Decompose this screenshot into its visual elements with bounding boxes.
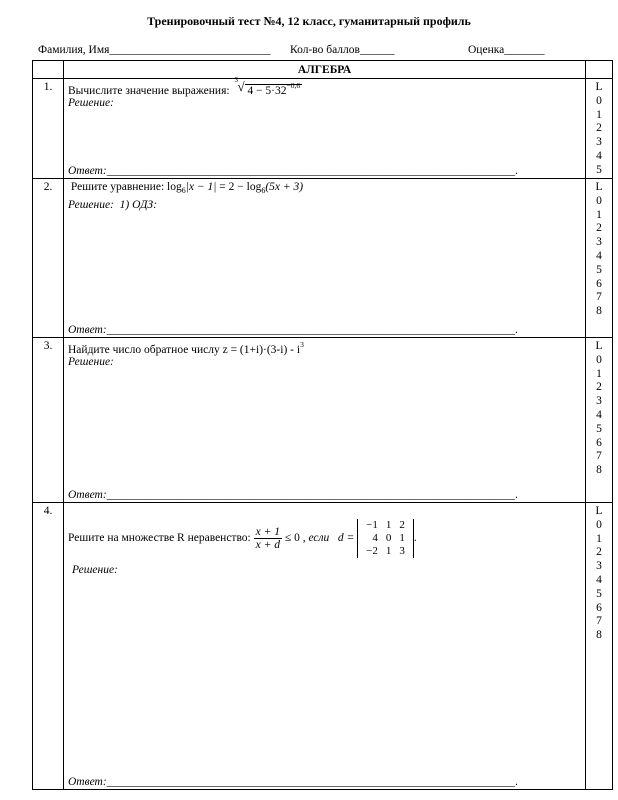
section-title: АЛГЕБРА [64, 61, 586, 79]
score-marks: L 0 1 2 3 4 5 6 7 8 [586, 503, 613, 790]
task-row-4 [33, 503, 613, 790]
name-label: Фамилия, Имя [38, 44, 110, 56]
task-1-question: Вычислите значение выражения: 3 √ $4 - 5\cdot 32^{-0,6}$ [68, 76, 301, 97]
task-number: 2. [33, 179, 64, 338]
score-marks: L 0 1 2 3 4 5 6 7 8 [586, 338, 613, 503]
task-4-question: Решите на множестве R неравенство: $\frac{x + 1}{x + d}$ ≤ 0 , если d = −1 1 2 4 0 1 −2 1 3 . [68, 519, 417, 557]
score-marks: L 0 1 2 3 4 5 6 7 8 [586, 179, 613, 338]
task-row-3 [33, 338, 613, 503]
task-number: 1. [33, 79, 64, 179]
log-equation: $\log_6|x - 1| = 2 - \log_6(5x + 3)$ [167, 181, 304, 195]
test-table [32, 60, 613, 790]
task-2-question: Решите уравнение: $\log_6|x - 1| = 2 - \log_6(5x + 3)$ [70, 181, 304, 195]
solution-label: Решение: 1) ОДЗ: [68, 199, 157, 211]
inequality-fraction: $\frac{x + 1}{x + d}$ [255, 526, 281, 551]
task-2-content [64, 179, 586, 338]
solution-label: Решение: [72, 564, 118, 576]
task-row-2 [33, 179, 613, 338]
answer-line: Ответ:_______________________________________________________________________. [68, 324, 518, 336]
determinant-matrix: −1 1 2 4 0 1 −2 1 3 [357, 519, 414, 558]
answer-line: Ответ:_______________________________________________________________________. [68, 165, 518, 177]
task-3-content [64, 338, 586, 503]
name-blank: ____________________________ [109, 44, 271, 56]
solution-label: Решение: [68, 97, 114, 109]
complex-expression: $z = (1+i)\cdot(3-i) - i^3$ [222, 340, 304, 356]
task-row-1 [33, 79, 613, 179]
answer-line: Ответ:_______________________________________________________________________. [68, 489, 518, 501]
task-1-content [64, 76, 586, 179]
task-number: 4. [33, 503, 64, 790]
task-4-content [64, 503, 586, 790]
score-blank: ______ [359, 44, 395, 56]
page-title: Тренировочный тест №4, 12 класс, гуманитарный профиль [147, 14, 471, 28]
task-number: 3. [33, 338, 64, 503]
name-field [38, 44, 270, 56]
score-label: Кол-во баллов [290, 44, 360, 56]
section-row [33, 61, 613, 79]
task-3-question: Найдите число обратное числу $z = (1+i)\cdot(3-i) - i^3$ [68, 340, 304, 356]
score-field [290, 44, 394, 56]
cube-root: 3 √ $4 - 5\cdot 32^{-0,6}$ [234, 76, 301, 97]
score-marks: L 0 1 2 3 4 5 [586, 79, 613, 179]
grade-field [468, 44, 545, 56]
grade-label: Оценка [468, 44, 505, 56]
answer-line: Ответ:_______________________________________________________________________. [68, 776, 518, 788]
solution-label: Решение: [68, 356, 114, 368]
grade-blank: _______ [504, 44, 545, 56]
